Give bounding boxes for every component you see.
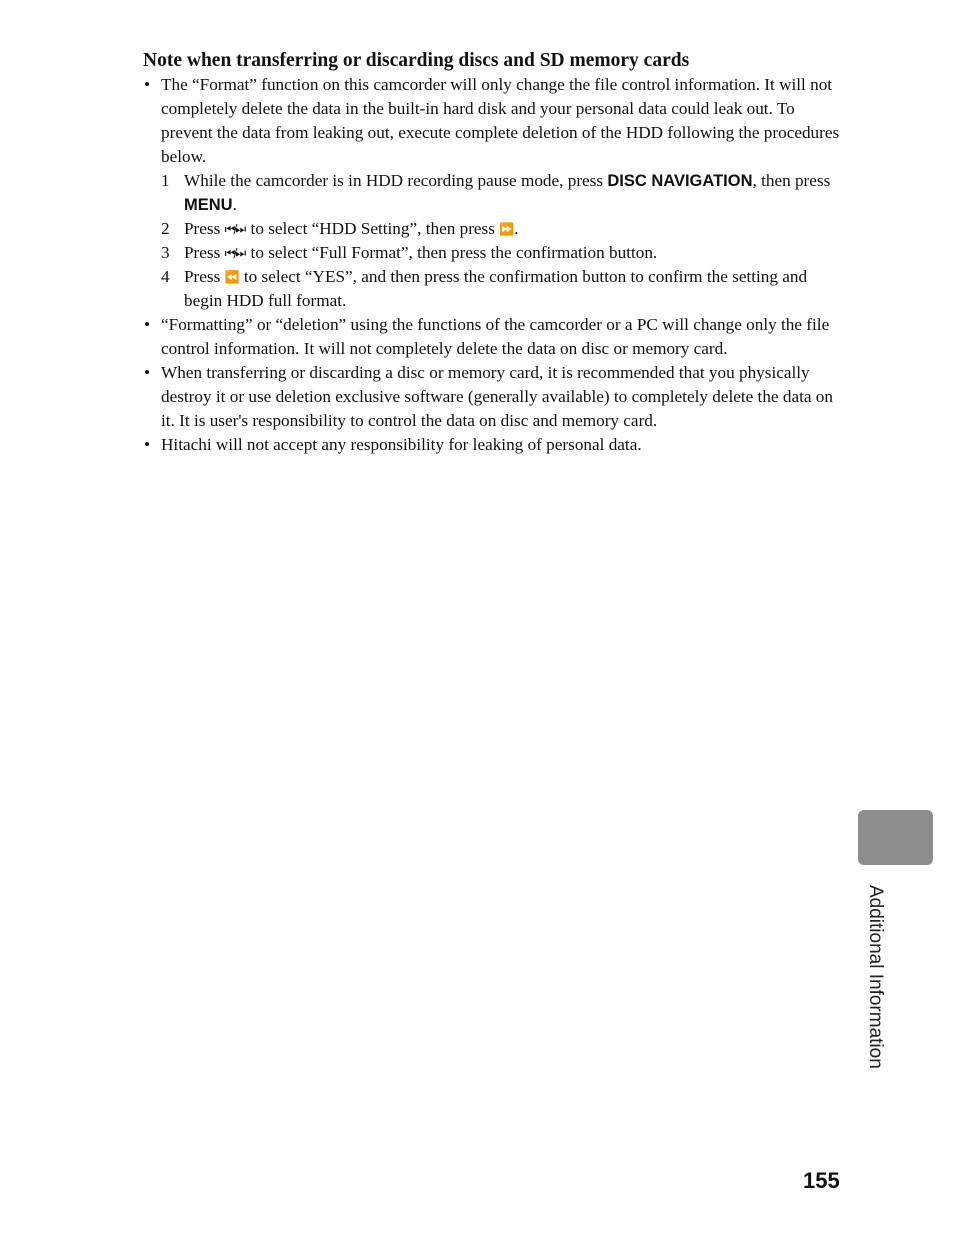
hdd-deletion-steps	[161, 169, 843, 313]
menu-key: MENU	[184, 196, 233, 214]
section-tab-marker	[858, 810, 933, 865]
step-text: to select “Full Format”, then press the confirmation button.	[246, 243, 658, 262]
bullet-mark: •	[144, 315, 151, 334]
step-text: .	[232, 195, 237, 214]
bullet-text: When transferring or discarding a disc or memory card, it is recommended that you physically destroy it or use deletion exclusive software (generally available) to completely delete the data on it. It is user's responsibility to control the data on disc and memory card.	[161, 363, 833, 430]
bullet-text: The “Format” function on this camcorder will only change the file control information. It will not completely delete the data in the built-in hard disk and your personal data could leak out. To prevent the data from leaking out, execute complete deletion of the HDD following the procedures below.	[161, 75, 840, 166]
step-3	[161, 241, 843, 265]
step-number: 3	[161, 243, 170, 262]
step-number: 4	[161, 267, 170, 286]
step-4	[161, 265, 843, 313]
step-text: While the camcorder is in HDD recording pause mode, press	[184, 171, 608, 190]
bullet-responsibility	[143, 433, 843, 457]
bullet-mark: •	[144, 363, 151, 382]
bullet-text: “Formatting” or “deletion” using the functions of the camcorder or a PC will change only the file control information. It will not completely delete the data on disc or memory card.	[161, 315, 830, 358]
bullet-formatting-deletion	[143, 313, 843, 361]
step-text: to select “HDD Setting”, then press	[246, 219, 500, 238]
disc-navigation-key: DISC NAVIGATION	[607, 172, 753, 190]
step-number: 1	[161, 171, 170, 190]
section-heading: Note when transferring or discarding discs and SD memory cards	[143, 50, 690, 71]
rewind-icon: ⏪	[224, 270, 238, 284]
page-number: 155	[803, 1168, 840, 1193]
step-text: .	[514, 219, 519, 238]
step-2	[161, 217, 843, 241]
step-text: , then press	[752, 171, 831, 190]
fast-forward-icon: ⏩	[499, 222, 513, 236]
step-1	[161, 169, 843, 217]
skip-prev-next-icon: ⏮/⏭	[224, 222, 245, 236]
step-text: Press	[184, 219, 225, 238]
step-text: Press	[184, 267, 225, 286]
bullet-text: Hitachi will not accept any responsibility for leaking of personal data.	[161, 435, 642, 454]
skip-prev-next-icon: ⏮/⏭	[224, 246, 245, 260]
bullet-transferring-discarding	[143, 361, 843, 433]
step-text: Press	[184, 243, 225, 262]
bullet-format-function	[143, 73, 843, 313]
bullet-mark: •	[144, 435, 151, 454]
note-content	[143, 73, 843, 457]
bullet-mark: •	[144, 75, 151, 94]
section-side-label: Additional Information	[865, 885, 886, 1069]
step-number: 2	[161, 219, 170, 238]
step-text: to select “YES”, and then press the confirmation button to confirm the setting and begin HDD full format.	[184, 267, 808, 310]
